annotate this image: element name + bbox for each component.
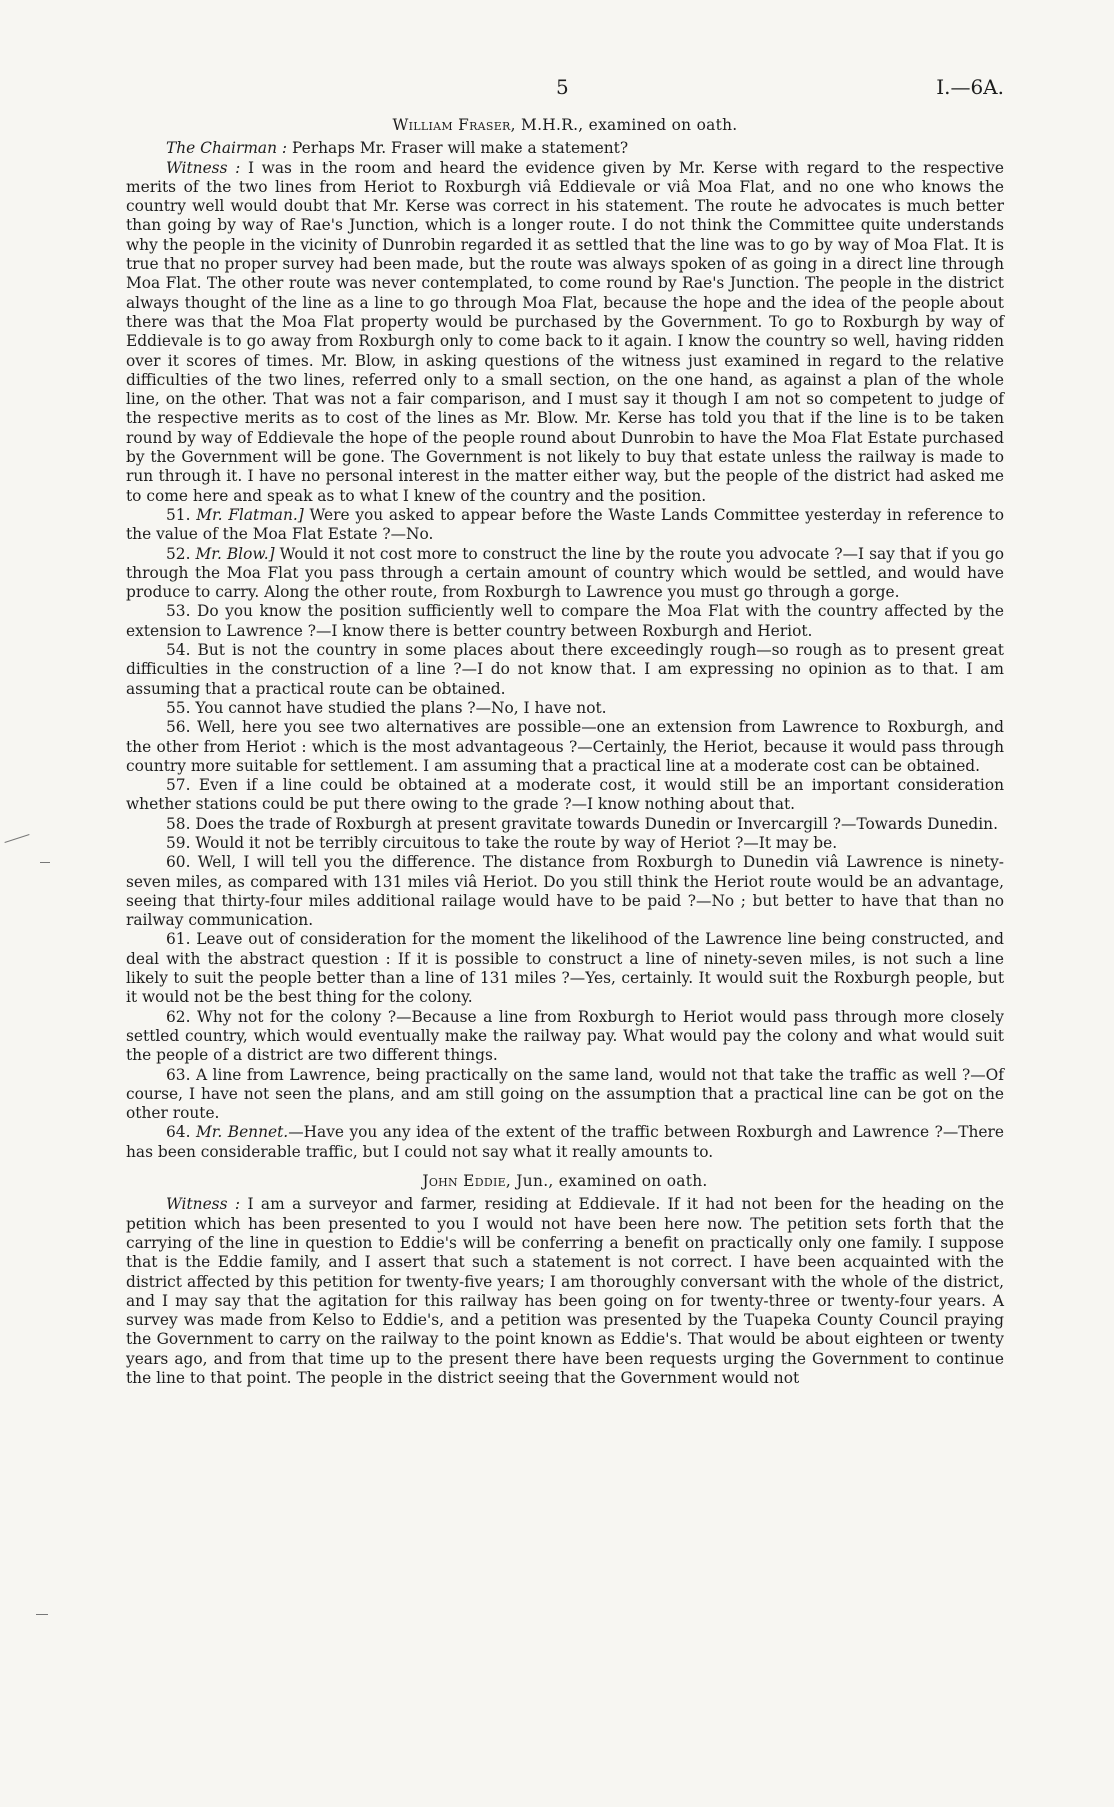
question-paragraph	[126, 1066, 1004, 1124]
question-paragraph	[126, 699, 1004, 718]
page-number: 5	[556, 75, 569, 99]
question-paragraph	[126, 815, 1004, 834]
question-paragraph	[126, 641, 1004, 699]
question-number: 56.	[166, 718, 191, 737]
question-text: Do you know the position sufficiently well to compare the Moa Flat with the country affected by the extension to Lawrence ?—I know there is better country between Roxburgh and Heriot.	[126, 602, 1004, 640]
question-paragraph	[126, 1008, 1004, 1066]
statement-text: Perhaps Mr. Fraser will make a statement?	[287, 139, 629, 158]
document-page	[126, 75, 1005, 1388]
question-speaker: Mr. Blow.]	[195, 544, 275, 563]
question-paragraph	[126, 776, 1004, 815]
question-text: Does the trade of Roxburgh at present gravitate towards Dunedin or Invercargill ?—Towards Dunedin.	[190, 814, 998, 833]
question-number: 58.	[166, 814, 191, 833]
question-text: Would it not cost more to construct the line by the route you advocate ?—I say that if you go through the Moa Flat you pass through a certain amount of country which would be settled, and would have produce to carry. Along the other route, from Roxburgh to Lawrence you must go through a gorge.	[126, 544, 1004, 602]
question-speaker: Mr. Bennet.	[195, 1123, 289, 1142]
question-paragraph	[126, 602, 1004, 641]
speaker-label: Witness :	[166, 158, 241, 177]
question-number: 54.	[166, 641, 191, 660]
question-number: 60.	[166, 853, 191, 872]
margin-mark	[4, 834, 29, 843]
question-text: Would it not be terribly circuitous to take the route by way of Heriot ?—It may be.	[190, 833, 838, 852]
page-header	[126, 75, 1004, 112]
question-paragraph	[126, 834, 1004, 853]
question-text: Even if a line could be obtained at a moderate cost, it would still be an important consideration whether stations could be put there owing to the grade ?—I know nothing about that.	[126, 776, 1004, 814]
question-number: 61.	[166, 930, 191, 949]
question-paragraph	[126, 930, 1004, 1007]
witness-heading	[126, 1172, 1004, 1191]
question-text: —Have you any idea of the extent of the traffic between Roxburgh and Lawrence ?—There has been considerable traffic, but I could not say what it really amounts to.	[126, 1123, 1004, 1161]
witness-heading-suffix: , Jun., examined on oath.	[505, 1172, 708, 1191]
question-text: But is not the country in some places about there exceedingly rough—so rough as to present great difficulties in the construction of a line ?—I do not know that. I am expressing no opinion as to that. I am assuming that a practical route can be obtained.	[126, 641, 1004, 698]
question-speaker: Mr. Flatman.]	[196, 505, 304, 524]
witness-statement	[126, 1195, 1004, 1388]
question-text: A line from Lawrence, being practically on the same land, would not that take the traffic as well ?—Of course, I have not seen the plans, and am still going on the assumption that a practical line can be got on the other route.	[126, 1065, 1004, 1123]
witness-statement	[126, 159, 1004, 506]
statement-text: I was in the room and heard the evidence given by Mr. Kerse with regard to the respective merits of the two lines from Heriot to Roxburgh viâ Eddievale or viâ Moa Flat, and no one who knows the country well would doubt that Mr. Kerse was correct in his statement. The route he advocates is much better than going by way of Rae's Junction, which is a longer route. I do not think the Committee quite understands why the people in the vicinity of Dunrobin regarded it as settled that the line was to go by way of Moa Flat. It is true that no proper survey had been made, but the route was always spoken of as going in a direct line through Moa Flat. The other route was never contemplated, to come round by Rae's Junction. The people in the district always thought of the line as a line to go through Moa Flat, because the hope and the idea of the people about there was that the Moa Flat property would be purchased by the Government. To go to Roxburgh by way of Eddievale is to go away from Roxburgh only to come back to it again. I know the country so well, having ridden over it scores of times. Mr. Blow, in asking questions of the witness just examined in regard to the relative difficulties of the two lines, referred only to a small section, on the one hand, as against a plan of the whole line, on the other. That was not a fair comparison, and I must say it though I am not so competent to judge of the respective merits as to cost of the lines as Mr. Blow. Mr. Kerse has told you that if the line is to be taken round by way of Eddievale the hope of the people round about Dunrobin to have the Moa Flat Estate purchased by the Government will be gone. The Government is not likely to buy that estate unless the railway is made to run through it. I have no personal interest in the matter either way, but the people of the district had asked me to come here and speak as to what I knew of the country and the position.	[126, 158, 1004, 505]
document-reference: I.—6A.	[936, 75, 1004, 99]
question-text: Well, I will tell you the difference. The distance from Roxburgh to Dunedin viâ Lawrence is ninety-seven miles, as compared with 131 miles viâ Heriot. Do you still think the Heriot route would be an advantage, seeing that thirty-four miles additional railage would have to be paid ?—No ; but better to have that than no railway communication.	[126, 853, 1004, 930]
speaker-label: The Chairman :	[166, 139, 288, 158]
statement-text: I am a surveyor and farmer, residing at Eddievale. If it had not been for the heading on the petition which has been presented to you I would not have been here now. The petition sets forth that the carrying of the line in question to Eddie's will be conferring a benefit on practically only one family. I suppose that is the Eddie family, and I assert that such a statement is not correct. I have been acquainted with the district affected by this petition for twenty-five years; I am thoroughly conversant with the whole of the district, and I may say that the agitation for this railway has been going on for twenty-three or twenty-four years. A survey was made from Kelso to Eddie's, and a petition was presented by the Tuapeka County Council praying the Government to carry on the railway to the point known as Eddie's. That would be about eighteen or twenty years ago, and from that time up to the present there have been requests urging the Government to continue the line to that point. The people in the district seeing that the Government would not	[126, 1195, 1005, 1387]
question-text: Why not for the colony ?—Because a line from Roxburgh to Heriot would pass through more closely settled country, which would eventually make the railway pay. What would pay the colony and what would suit the people of a district are two different things.	[126, 1007, 1004, 1065]
question-paragraph	[126, 1123, 1004, 1162]
question-number: 63.	[166, 1065, 191, 1084]
question-number: 51.	[166, 505, 191, 524]
question-number: 55.	[166, 698, 191, 717]
question-number: 57.	[166, 776, 191, 795]
question-paragraph	[126, 545, 1004, 603]
question-number: 53.	[166, 602, 191, 621]
question-number: 64.	[166, 1123, 191, 1142]
question-text: Well, here you see two alternatives are possible—one an extension from Lawrence to Roxburgh, and the other from Heriot : which is the most advantageous ?—Certainly, the Heriot, because it would pass through country more suitable for settlement. I am assuming that a practical line at a moderate cost can be obtained.	[126, 718, 1004, 775]
witness-heading	[126, 116, 1004, 135]
question-paragraph	[126, 506, 1004, 545]
witness-name: John Eddie	[422, 1172, 506, 1191]
question-number: 62.	[166, 1007, 191, 1026]
question-text: Were you asked to appear before the Waste Lands Committee yesterday in reference to the value of the Moa Flat Estate ?—No.	[126, 505, 1005, 544]
witness-name: William Fraser	[392, 116, 511, 134]
question-text: You cannot have studied the plans ?—No, I have not.	[190, 698, 607, 717]
question-paragraph	[126, 853, 1004, 930]
speaker-label: Witness :	[166, 1195, 241, 1214]
margin-mark	[40, 862, 50, 863]
question-paragraph	[126, 718, 1004, 776]
witness-heading-suffix: , M.H.R., examined on oath.	[510, 116, 738, 134]
margin-mark	[36, 1614, 48, 1615]
question-number: 52.	[166, 544, 191, 563]
chairman-statement	[126, 139, 1004, 158]
question-number: 59.	[166, 833, 191, 852]
question-text: Leave out of consideration for the moment the likelihood of the Lawrence line being constructed, and deal with the abstract question : If it is possible to construct a line of ninety-seven miles, is not such a line likely to suit the people better than a line of 131 miles ?—Yes, certainly. It would suit the Roxburgh people, but it would not be the best thing for the colony.	[126, 930, 1004, 1007]
